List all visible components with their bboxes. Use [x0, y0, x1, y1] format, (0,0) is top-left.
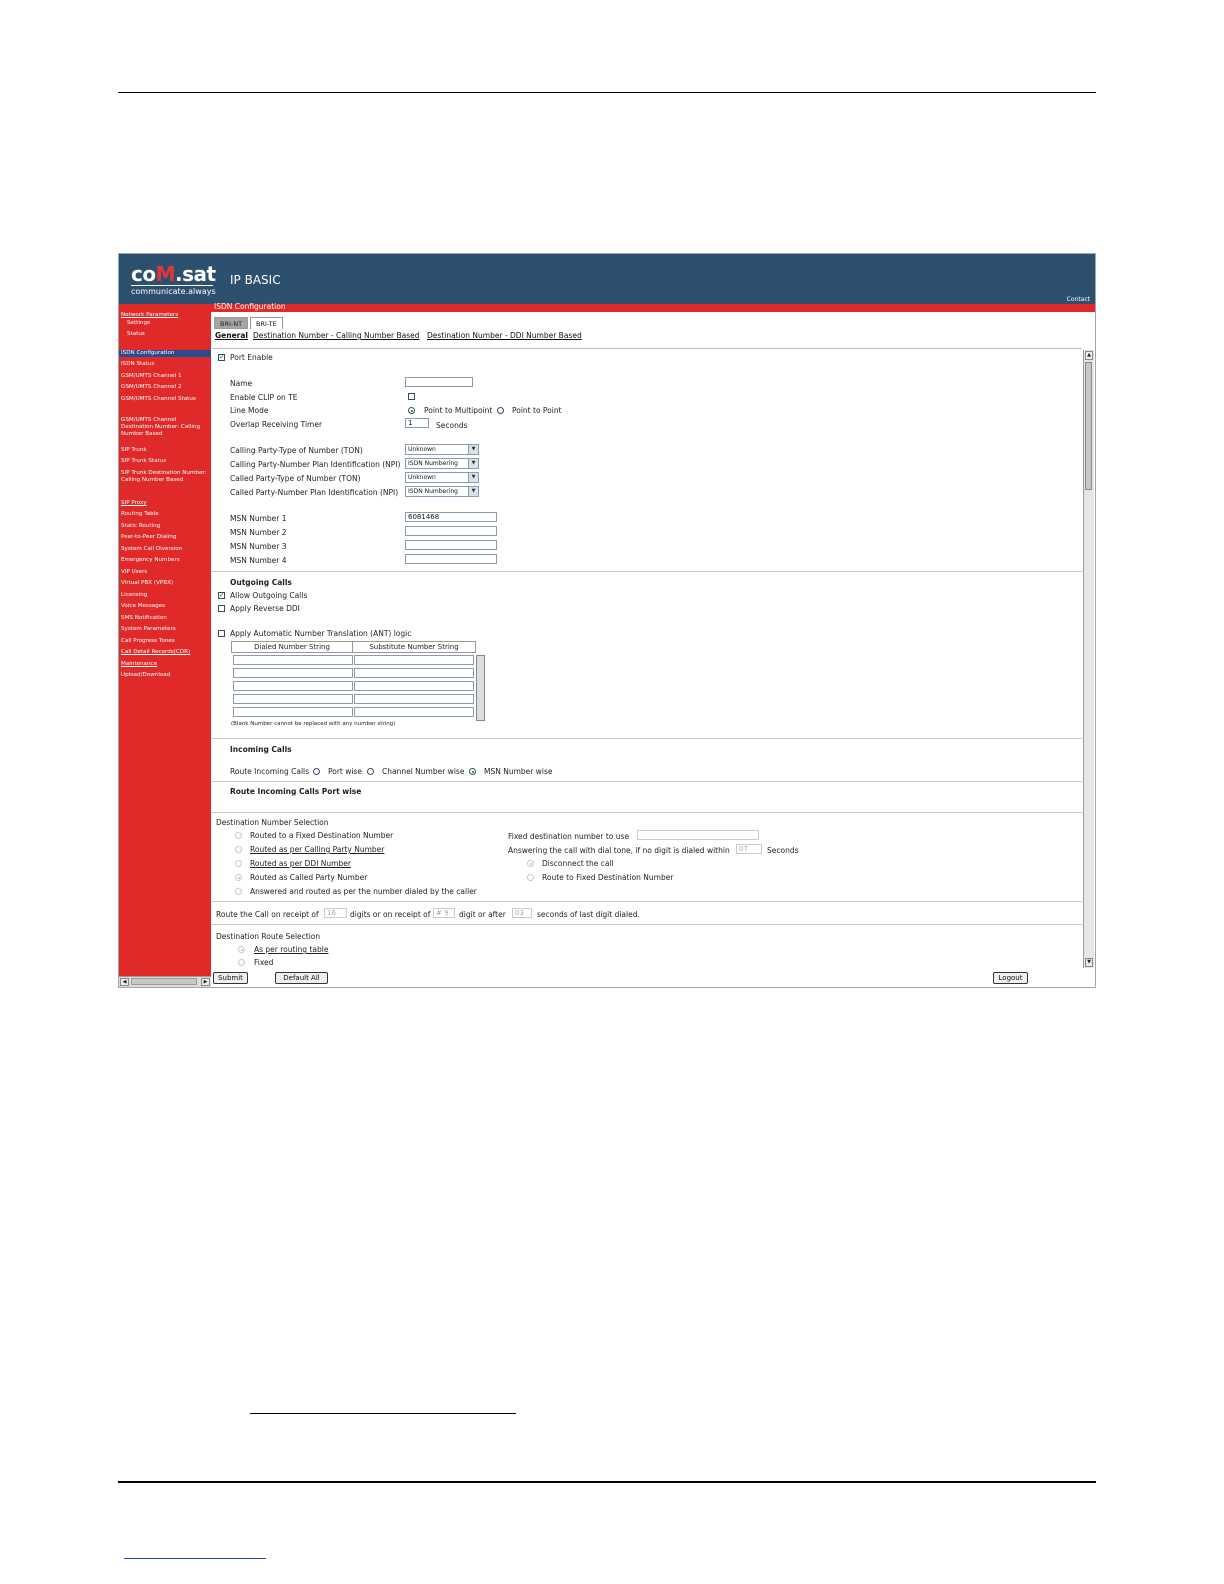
- sidebar-item-sip-trunk-status[interactable]: SIP Trunk Status: [121, 458, 167, 464]
- ant-note: (Blank Number cannot be replaced with any number string): [231, 721, 396, 727]
- channel-wise-label: Channel Number wise: [382, 767, 465, 776]
- route-fixed-radio[interactable]: [527, 874, 534, 881]
- chevron-down-icon[interactable]: ▼: [468, 459, 478, 468]
- product-name: IP BASIC: [230, 273, 281, 287]
- page-title: ISDN Configuration: [214, 302, 286, 311]
- ptp-radio[interactable]: [497, 407, 504, 414]
- dialed-number-cell[interactable]: [233, 655, 353, 665]
- sidebar-item-cdr[interactable]: Call Detail Records(CDR): [121, 649, 191, 655]
- ptmp-radio[interactable]: [408, 407, 415, 414]
- called-npi-select[interactable]: ISDN Numbering ▼: [405, 486, 479, 497]
- dialed-number-cell[interactable]: [233, 707, 353, 717]
- tab-bri-nt[interactable]: BRI-NT: [214, 317, 248, 329]
- destination-title: Destination Number Selection: [216, 818, 329, 827]
- logout-button[interactable]: Logout: [993, 972, 1028, 984]
- sidebar-item-voice-messages[interactable]: Voice Messages: [121, 603, 166, 609]
- reverse-ddi-checkbox[interactable]: [218, 605, 225, 612]
- channel-wise-radio[interactable]: [469, 768, 476, 775]
- called-party-label: Routed as Called Party Number: [250, 873, 368, 882]
- msn4-field[interactable]: [405, 554, 497, 564]
- port-wise-title: Route Incoming Calls Port wise: [230, 787, 362, 796]
- divider: [212, 781, 1082, 782]
- disconnect-radio[interactable]: [527, 860, 534, 867]
- port-wise-label: Port wise: [328, 767, 362, 776]
- allow-outgoing-checkbox[interactable]: ✓: [219, 591, 225, 599]
- divider: [212, 738, 1082, 739]
- calling-npi-label: Calling Party-Number Plan Identification (NPI): [230, 460, 401, 469]
- dialed-number-cell[interactable]: [233, 681, 353, 691]
- chevron-down-icon[interactable]: ▼: [468, 487, 478, 496]
- msn3-field[interactable]: [405, 540, 497, 550]
- dialed-number-cell[interactable]: [233, 668, 353, 678]
- incoming-title: Incoming Calls: [230, 745, 292, 754]
- enable-clip-checkbox[interactable]: [408, 393, 415, 400]
- fixed-destination-label: Routed to a Fixed Destination Number: [250, 831, 394, 840]
- msn2-field[interactable]: [405, 526, 497, 536]
- route-fixed-label: Route to Fixed Destination Number: [542, 873, 674, 882]
- substitute-number-cell[interactable]: [354, 655, 474, 665]
- calling-ton-label: Calling Party-Type of Number (TON): [230, 446, 363, 455]
- answering-seconds-label: Seconds: [767, 846, 799, 855]
- called-ton-select[interactable]: Unknown ▼: [405, 472, 479, 483]
- line-mode-label: Line Mode: [230, 406, 269, 415]
- digits-label: digits or on receipt of: [350, 910, 431, 919]
- digit-after-label: digit or after: [459, 910, 506, 919]
- msn1-field[interactable]: 6081468: [405, 512, 497, 522]
- called-npi-label: Called Party-Number Plan Identification (NPI): [230, 488, 399, 497]
- sidebar: [119, 312, 211, 976]
- answered-routed-radio[interactable]: [235, 888, 242, 895]
- sidebar-item-isdn-status[interactable]: ISDN Status: [121, 361, 155, 367]
- ant-checkbox[interactable]: [218, 630, 225, 637]
- digits-field[interactable]: 16: [324, 908, 347, 918]
- sidebar-item-system-parameters[interactable]: System Parameters: [121, 626, 176, 632]
- ddi-number-label: Routed as per DDI Number: [250, 859, 351, 868]
- default-all-button[interactable]: Default All: [275, 972, 328, 984]
- content-vertical-scrollbar[interactable]: [1083, 350, 1094, 968]
- sidebar-item-licensing[interactable]: Licensing: [121, 592, 148, 598]
- port-wise-radio[interactable]: [367, 768, 374, 775]
- substitute-number-cell[interactable]: [354, 694, 474, 704]
- scroll-down-icon[interactable]: ▼: [1085, 958, 1093, 967]
- msn2-label: MSN Number 2: [230, 528, 287, 537]
- seconds-after-label: seconds of last digit dialed.: [537, 910, 640, 919]
- answering-label: Answering the call with dial tone, if no digit is dialed within: [508, 846, 730, 855]
- footnote-rule: [250, 1413, 516, 1414]
- sidebar-item-virtual-pbx[interactable]: Virtual PBX (VPBX): [121, 580, 174, 586]
- msn3-label: MSN Number 3: [230, 542, 287, 551]
- sidebar-item-maintenance[interactable]: Maintenance: [121, 661, 158, 667]
- sidebar-item-isdn-configuration[interactable]: ISDN Configuration: [119, 350, 211, 357]
- browser-screenshot: [118, 253, 1096, 988]
- form-content: [212, 348, 1082, 969]
- sidebar-item-upload-download[interactable]: Upload/Download: [121, 672, 171, 678]
- calling-npi-select[interactable]: ISDN Numbering ▼: [405, 458, 479, 469]
- substitute-number-cell[interactable]: [354, 707, 474, 717]
- page-bottom-rule: [118, 1481, 1096, 1483]
- chevron-down-icon[interactable]: ▼: [468, 473, 478, 482]
- sidebar-item-peer-to-peer[interactable]: Peer-to-Peer Dialing: [121, 534, 177, 540]
- fixed-route-label: Fixed: [254, 958, 274, 967]
- divider: [212, 924, 1082, 925]
- calling-ton-select[interactable]: Unknown ▼: [405, 444, 479, 455]
- route-call-label: Route the Call on receipt of: [216, 910, 319, 919]
- scrollbar-thumb[interactable]: [1085, 362, 1092, 490]
- ant-table-scrollbar[interactable]: [476, 655, 485, 721]
- route-incoming-label: Route Incoming Calls: [230, 767, 310, 776]
- scrollbar-thumb[interactable]: [131, 978, 197, 985]
- subtab-calling-number-based[interactable]: Destination Number - Calling Number Based: [253, 331, 420, 340]
- fixed-number-label: Fixed destination number to use: [508, 832, 630, 841]
- disconnect-label: Disconnect the call: [542, 859, 614, 868]
- name-label: Name: [230, 379, 253, 388]
- app-header: [119, 254, 1095, 304]
- enable-clip-label: Enable CLIP on TE: [230, 393, 298, 402]
- scroll-right-icon[interactable]: ▶: [201, 978, 210, 986]
- submit-button[interactable]: Submit: [213, 972, 248, 984]
- sidebar-item-gsm-channel-2[interactable]: GSM/UMTS Channel 2: [121, 384, 182, 390]
- sidebar-item-sip-trunk[interactable]: SIP Trunk: [121, 447, 147, 453]
- sidebar-horizontal-scrollbar[interactable]: [119, 976, 211, 987]
- tab-bri-te[interactable]: BRI-TE: [250, 317, 283, 329]
- called-ton-label: Called Party-Type of Number (TON): [230, 474, 361, 483]
- calling-party-radio[interactable]: [235, 846, 242, 853]
- seconds-after-field[interactable]: 03: [512, 908, 532, 918]
- sidebar-item-sms-notification[interactable]: SMS Notification: [121, 615, 167, 621]
- scroll-left-icon[interactable]: ◀: [120, 978, 129, 986]
- answered-routed-label: Answered and routed as per the number dialed by the caller: [250, 887, 477, 896]
- ant-label: Apply Automatic Number Translation (ANT) logic: [230, 629, 412, 638]
- ddi-number-radio[interactable]: [235, 860, 242, 867]
- route-selection-title: Destination Route Selection: [216, 932, 321, 941]
- dialed-number-header: Dialed Number String: [231, 641, 353, 653]
- divider: [212, 901, 1082, 902]
- ptp-label: Point to Point: [512, 406, 562, 415]
- outgoing-title: Outgoing Calls: [230, 578, 292, 587]
- substitute-number-cell[interactable]: [354, 681, 474, 691]
- msn-wise-label: MSN Number wise: [484, 767, 553, 776]
- divider: [212, 571, 1082, 572]
- allow-outgoing-label: Allow Outgoing Calls: [230, 591, 308, 600]
- name-field[interactable]: [405, 377, 473, 387]
- routing-table-label: As per routing table: [254, 945, 329, 954]
- ptmp-label: Point to Multipoint: [424, 406, 493, 415]
- fixed-number-field[interactable]: [637, 830, 759, 840]
- sidebar-item-gsm-channel-1[interactable]: GSM/UMTS Channel 1: [121, 373, 182, 379]
- sidebar-item-gsm-destination[interactable]: GSM/UMTS Channel Destination Number: Calling Number Based: [121, 417, 201, 437]
- sidebar-item-settings[interactable]: Settings: [127, 320, 150, 326]
- fixed-route-radio[interactable]: [238, 959, 245, 966]
- sidebar-item-network-parameters[interactable]: Network Parameters: [121, 312, 179, 318]
- hash-field[interactable]: # 9: [433, 908, 455, 918]
- sidebar-item-sip-proxy[interactable]: SIP Proxy: [121, 500, 147, 506]
- port-enable-label: Port Enable: [230, 353, 273, 362]
- overlap-timer-field[interactable]: 1: [405, 418, 429, 428]
- substitute-number-cell[interactable]: [354, 668, 474, 678]
- subtab-general[interactable]: General: [215, 331, 248, 340]
- sidebar-item-system-call-diversion[interactable]: System Call Diversion: [121, 546, 183, 552]
- route-incoming-radio[interactable]: [313, 768, 320, 775]
- sidebar-item-routing-table[interactable]: Routing Table: [121, 511, 159, 517]
- sidebar-item-sip-trunk-destination[interactable]: SIP Trunk Destination Number: Calling Number Based: [121, 470, 207, 483]
- sidebar-item-static-routing[interactable]: Static Routing: [121, 523, 161, 529]
- sidebar-item-status[interactable]: Status: [127, 331, 145, 337]
- fixed-destination-radio[interactable]: [235, 832, 242, 839]
- contact-link[interactable]: Contact: [1066, 296, 1090, 303]
- routing-table-radio[interactable]: [238, 946, 245, 953]
- subtab-ddi-number-based[interactable]: Destination Number - DDI Number Based: [427, 331, 582, 340]
- page-top-rule: [118, 92, 1096, 93]
- calling-party-label: Routed as per Calling Party Number: [250, 845, 385, 854]
- dialed-number-cell[interactable]: [233, 694, 353, 704]
- msn1-label: MSN Number 1: [230, 514, 287, 523]
- chevron-down-icon[interactable]: ▼: [468, 445, 478, 454]
- sidebar-item-gsm-channel-status[interactable]: GSM/UMTS Channel Status: [121, 396, 196, 402]
- scroll-up-icon[interactable]: ▲: [1085, 351, 1093, 360]
- sidebar-item-call-progress-tones[interactable]: Call Progress Tones: [121, 638, 175, 644]
- overlap-timer-label: Overlap Receiving Timer: [230, 420, 323, 429]
- divider: [212, 812, 1082, 813]
- overlap-seconds-label: Seconds: [436, 421, 468, 430]
- answering-seconds-field[interactable]: 07: [736, 844, 762, 854]
- sidebar-item-vip-users[interactable]: VIP Users: [121, 569, 148, 575]
- reverse-ddi-label: Apply Reverse DDI: [230, 604, 300, 613]
- page-footer-link-rule: [124, 1558, 266, 1559]
- msn4-label: MSN Number 4: [230, 556, 287, 565]
- substitute-number-header: Substitute Number String: [352, 641, 476, 653]
- sidebar-item-emergency-numbers[interactable]: Emergency Numbers: [121, 557, 180, 563]
- port-enable-checkbox[interactable]: ✓: [219, 353, 225, 361]
- comsat-logo: coM.sat: [131, 262, 216, 286]
- logo-tagline: communicate.always: [131, 287, 216, 296]
- called-party-radio[interactable]: [235, 874, 242, 881]
